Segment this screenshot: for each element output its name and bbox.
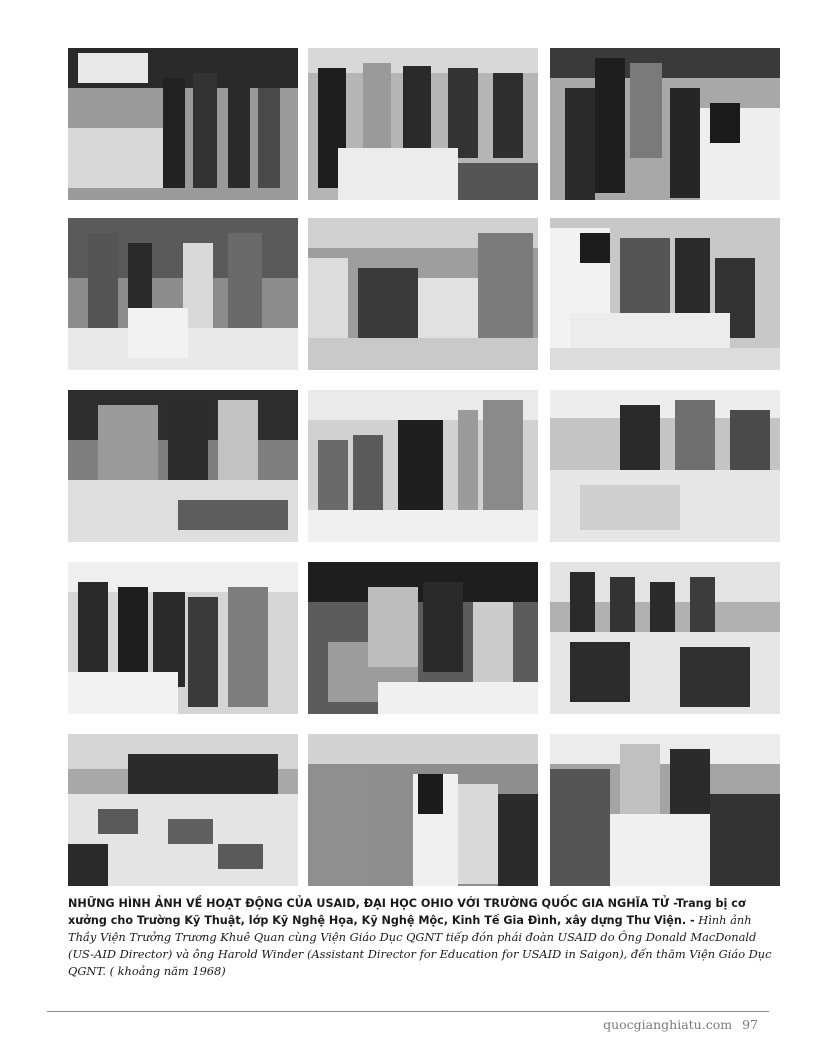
caption-italic-text: Hình ảnh Thầy Viện Trưởng Trương Khuê Quan cùng Viện Giáo Dục QGNT tiếp đón phái đoàn USAID do Ông Donald MacDonald (US-AID Director) và ông Harold Winder (Assistant Director for Education for USAID in Saigon), đến thăm Viện Giáo Dục QGNT. ( khoảng năm 1968) [68,913,772,978]
photo-11 [308,562,538,714]
page-footer [603,1017,758,1032]
photo-2 [308,48,538,200]
photo-15 [550,734,780,886]
photo-1 [68,48,298,200]
caption-bold-text: NHỮNG HÌNH ẢNH VỀ HOẠT ĐỘNG CỦA USAID, ĐẠI HỌC OHIO VỚI TRƯỜNG QUỐC GIA NGHĨA TỬ -Trang bị cơ xưởng cho Trường Kỹ Thuật, lớp Kỹ Nghệ Họa, Kỹ Nghệ Mộc, Kinh Tế Gia Đình, xây dựng Thư Viện. - [68,897,746,927]
photo-12 [550,562,780,714]
photo-9 [550,390,780,542]
photo-5 [308,218,538,370]
photo-14 [308,734,538,886]
footer-site: quocgianghiatu.com [603,1017,733,1032]
photo-4 [68,218,298,370]
photo-caption [68,895,773,980]
photo-3 [550,48,780,200]
footer-rule [47,1011,769,1012]
photo-6 [550,218,780,370]
photo-7 [68,390,298,542]
photo-8 [308,390,538,542]
photo-10 [68,562,298,714]
footer-page-number: 97 [742,1017,758,1032]
photo-13 [68,734,298,886]
